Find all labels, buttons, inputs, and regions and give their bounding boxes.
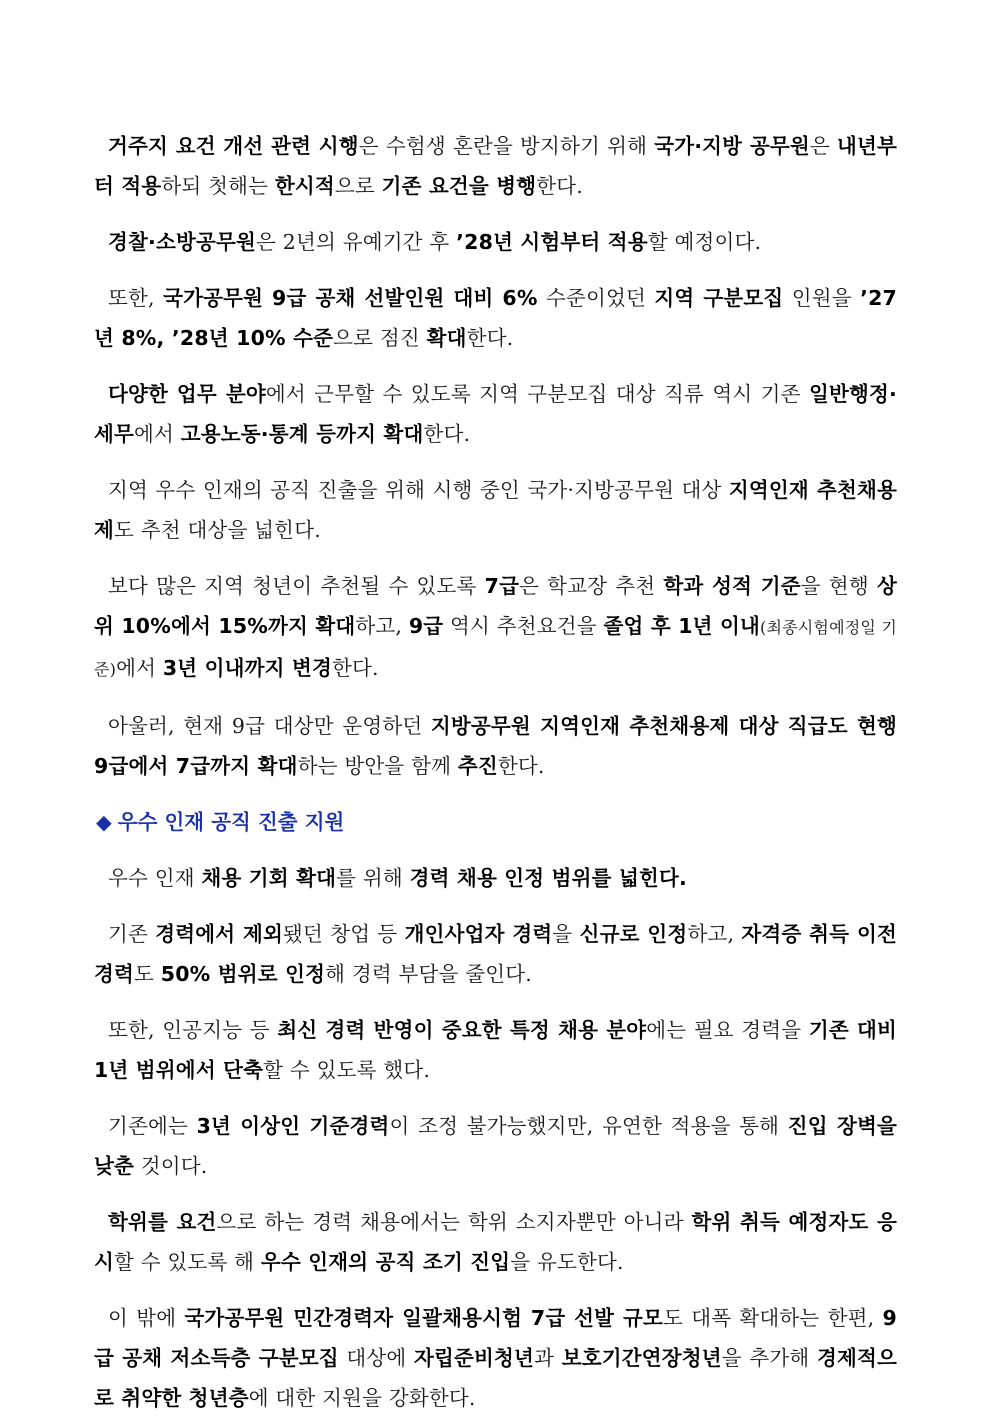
text-run: 지역 우수 인재의 공직 진출을 위해 시행 중인 국가·지방공무원 대상 xyxy=(108,478,729,502)
paragraph xyxy=(94,470,897,550)
bold-text-run: 다양한 업무 분야 xyxy=(108,382,266,406)
bold-text-run: 자립준비청년 xyxy=(414,1346,535,1370)
paragraph xyxy=(94,1010,897,1090)
paragraph xyxy=(94,374,897,454)
bold-text-run: 자격증 취득 이전 경력 xyxy=(94,922,897,986)
bold-text-run: 일반행정·세무 xyxy=(94,382,897,446)
text-run: 하는 방안을 함께 xyxy=(297,754,458,778)
bold-text-run: 채용 기회 확대 xyxy=(201,866,337,890)
bold-text-run: 보호기간연장청년 xyxy=(561,1346,722,1370)
text-run: 하고, xyxy=(687,922,742,946)
bold-text-run: 기존 대비 1년 범위에서 단축 xyxy=(94,1018,897,1082)
text-run: 을 추가해 xyxy=(721,1346,817,1370)
bold-text-run: 경력에서 제외 xyxy=(155,922,284,946)
paragraph xyxy=(94,126,897,206)
body-section-1 xyxy=(94,126,897,786)
section-heading xyxy=(94,802,897,842)
bold-text-run: 진입 장벽을 낮춘 xyxy=(94,1114,897,1178)
bold-text-run: 고용노동·통계 등까지 확대 xyxy=(180,422,424,446)
text-run: 을 xyxy=(552,922,580,946)
bold-text-run: 지역인재 추천채용제 xyxy=(94,478,897,542)
text-run: 이 밖에 xyxy=(108,1306,185,1330)
text-run: 또한, 인공지능 등 xyxy=(108,1018,278,1042)
text-run: 한다. xyxy=(423,422,471,446)
bold-text-run: 경제적으로 취약한 청년층 xyxy=(94,1346,897,1410)
bold-text-run: 졸업 후 1년 이내 xyxy=(603,614,761,638)
bold-text-run: 상위 10%에서 15%까지 확대 xyxy=(94,574,897,638)
text-run: 은 2년의 유예기간 후 xyxy=(256,230,457,254)
bold-text-run: ’27년 8%, ’28년 10% 수준 xyxy=(94,286,897,350)
bold-text-run: 경찰·소방공무원 xyxy=(108,230,257,254)
bold-text-run: 국가공무원 민간경력자 일괄채용시험 7급 선발 규모 xyxy=(184,1306,664,1330)
text-run: 인원을 xyxy=(783,286,861,310)
text-run: 기존 xyxy=(108,922,156,946)
section-heading-text: 우수 인재 공직 진출 지원 xyxy=(117,810,345,834)
text-run: 한다. xyxy=(466,326,514,350)
text-run: 을 현행 xyxy=(800,574,877,598)
bold-text-run: 학위 취득 예정자도 응시 xyxy=(94,1210,897,1274)
text-run: 에서 xyxy=(116,656,163,680)
text-run: 도 대폭 확대하는 한편, xyxy=(663,1306,883,1330)
paragraph xyxy=(94,1298,897,1418)
paragraph xyxy=(94,566,897,690)
text-run: 도 추천 대상을 넓힌다. xyxy=(114,518,321,542)
text-run: 또한, xyxy=(108,286,164,310)
text-run: 한다. xyxy=(536,174,583,198)
paragraph xyxy=(94,1106,897,1186)
bold-text-run: 지방공무원 지역인재 추천채용제 대상 직급도 현행 9급에서 7급까지 확대 xyxy=(94,714,897,778)
bold-text-run: 거주지 요건 개선 관련 시행 xyxy=(108,134,359,158)
text-run: 한다. xyxy=(332,656,379,680)
text-run: 은 수험생 혼란을 방지하기 위해 xyxy=(358,134,655,158)
bold-text-run: 3년 이내까지 변경 xyxy=(162,656,333,680)
bold-text-run: 기존 요건을 병행 xyxy=(381,174,537,198)
text-run: 을 유도한다. xyxy=(510,1250,624,1274)
text-run: 에는 필요 경력을 xyxy=(646,1018,809,1042)
text-run: 됐던 창업 등 xyxy=(283,922,405,946)
text-run: 하되 첫해는 xyxy=(161,174,275,198)
bold-text-run: 추진 xyxy=(457,754,498,778)
bold-text-run: ’28년 시험부터 적용 xyxy=(456,230,648,254)
text-run: 과 xyxy=(534,1346,562,1370)
text-run: 우수 인재 xyxy=(108,866,202,890)
bold-text-run: 확대 xyxy=(426,326,467,350)
text-run: 에서 근무할 수 있도록 지역 구분모집 대상 직류 역시 기존 xyxy=(265,382,809,406)
text-run: 를 위해 xyxy=(336,866,410,890)
bold-text-run: 경력 채용 인정 범위를 넓힌다. xyxy=(409,866,687,890)
bold-text-run: 3년 이상인 기준경력 xyxy=(196,1114,390,1138)
bold-text-run: 국가·지방 공무원 xyxy=(654,134,810,158)
bold-text-run: 우수 인재의 공직 조기 진입 xyxy=(260,1250,511,1274)
bold-text-run: 지역 구분모집 xyxy=(654,286,784,310)
bold-text-run: 9급 공채 저소득층 구분모집 xyxy=(94,1306,898,1370)
paragraph xyxy=(94,222,897,262)
bold-text-run: 개인사업자 경력 xyxy=(404,922,553,946)
text-run: 에 대한 지원을 강화한다. xyxy=(248,1386,476,1410)
bold-text-run: 최신 경력 반영이 중요한 특정 채용 분야 xyxy=(277,1018,647,1042)
text-run: 수준이었던 xyxy=(537,286,655,310)
bold-text-run: 내년부터 적용 xyxy=(94,134,897,198)
text-run: 보다 많은 지역 청년이 추천될 수 있도록 xyxy=(108,574,485,598)
text-run: 역시 추천요건을 xyxy=(443,614,604,638)
paragraph xyxy=(94,278,897,358)
paragraph xyxy=(94,914,897,994)
text-run: 해 경력 부담을 줄인다. xyxy=(325,962,533,986)
text-run: 것이다. xyxy=(134,1154,208,1178)
text-run: 도 xyxy=(134,962,161,986)
text-run: 은 학교장 추천 xyxy=(519,574,664,598)
bold-text-run: 학위를 요건 xyxy=(108,1210,217,1234)
text-run: 으로 xyxy=(334,174,382,198)
diamond-icon: ◆ xyxy=(96,810,112,834)
bold-text-run: 7급 xyxy=(484,574,520,598)
text-run: 으로 하는 경력 채용에서는 학위 소지자뿐만 아니라 xyxy=(216,1210,692,1234)
paragraph xyxy=(94,858,897,898)
text-run: 하고, xyxy=(355,614,409,638)
bold-text-run: 학과 성적 기준 xyxy=(663,574,801,598)
bold-text-run: 국가공무원 9급 공채 선발인원 대비 6% xyxy=(163,286,538,310)
bold-text-run: 9급 xyxy=(408,614,444,638)
bold-text-run: 한시적 xyxy=(274,174,335,198)
text-run: (최종시험예정일 기준) xyxy=(94,618,897,679)
text-run: 기존에는 xyxy=(108,1114,197,1138)
body-section-2 xyxy=(94,858,897,1418)
text-run: 에서 xyxy=(134,422,181,446)
text-run: 은 xyxy=(809,134,837,158)
paragraph xyxy=(94,706,897,786)
bold-text-run: 신규로 인정 xyxy=(579,922,688,946)
text-run: 대상에 xyxy=(338,1346,415,1370)
text-run: 할 예정이다. xyxy=(647,230,762,254)
paragraph xyxy=(94,1202,897,1282)
text-run: 할 수 있도록 해 xyxy=(114,1250,261,1274)
text-run: 아울러, 현재 9급 대상만 운영하던 xyxy=(108,714,431,738)
text-run: 한다. xyxy=(497,754,545,778)
bold-text-run: 50% 범위로 인정 xyxy=(160,962,326,986)
text-run: 으로 점진 xyxy=(333,326,427,350)
text-run: 할 수 있도록 했다. xyxy=(263,1058,431,1082)
text-run: 이 조정 불가능했지만, 유연한 적용을 통해 xyxy=(389,1114,788,1138)
